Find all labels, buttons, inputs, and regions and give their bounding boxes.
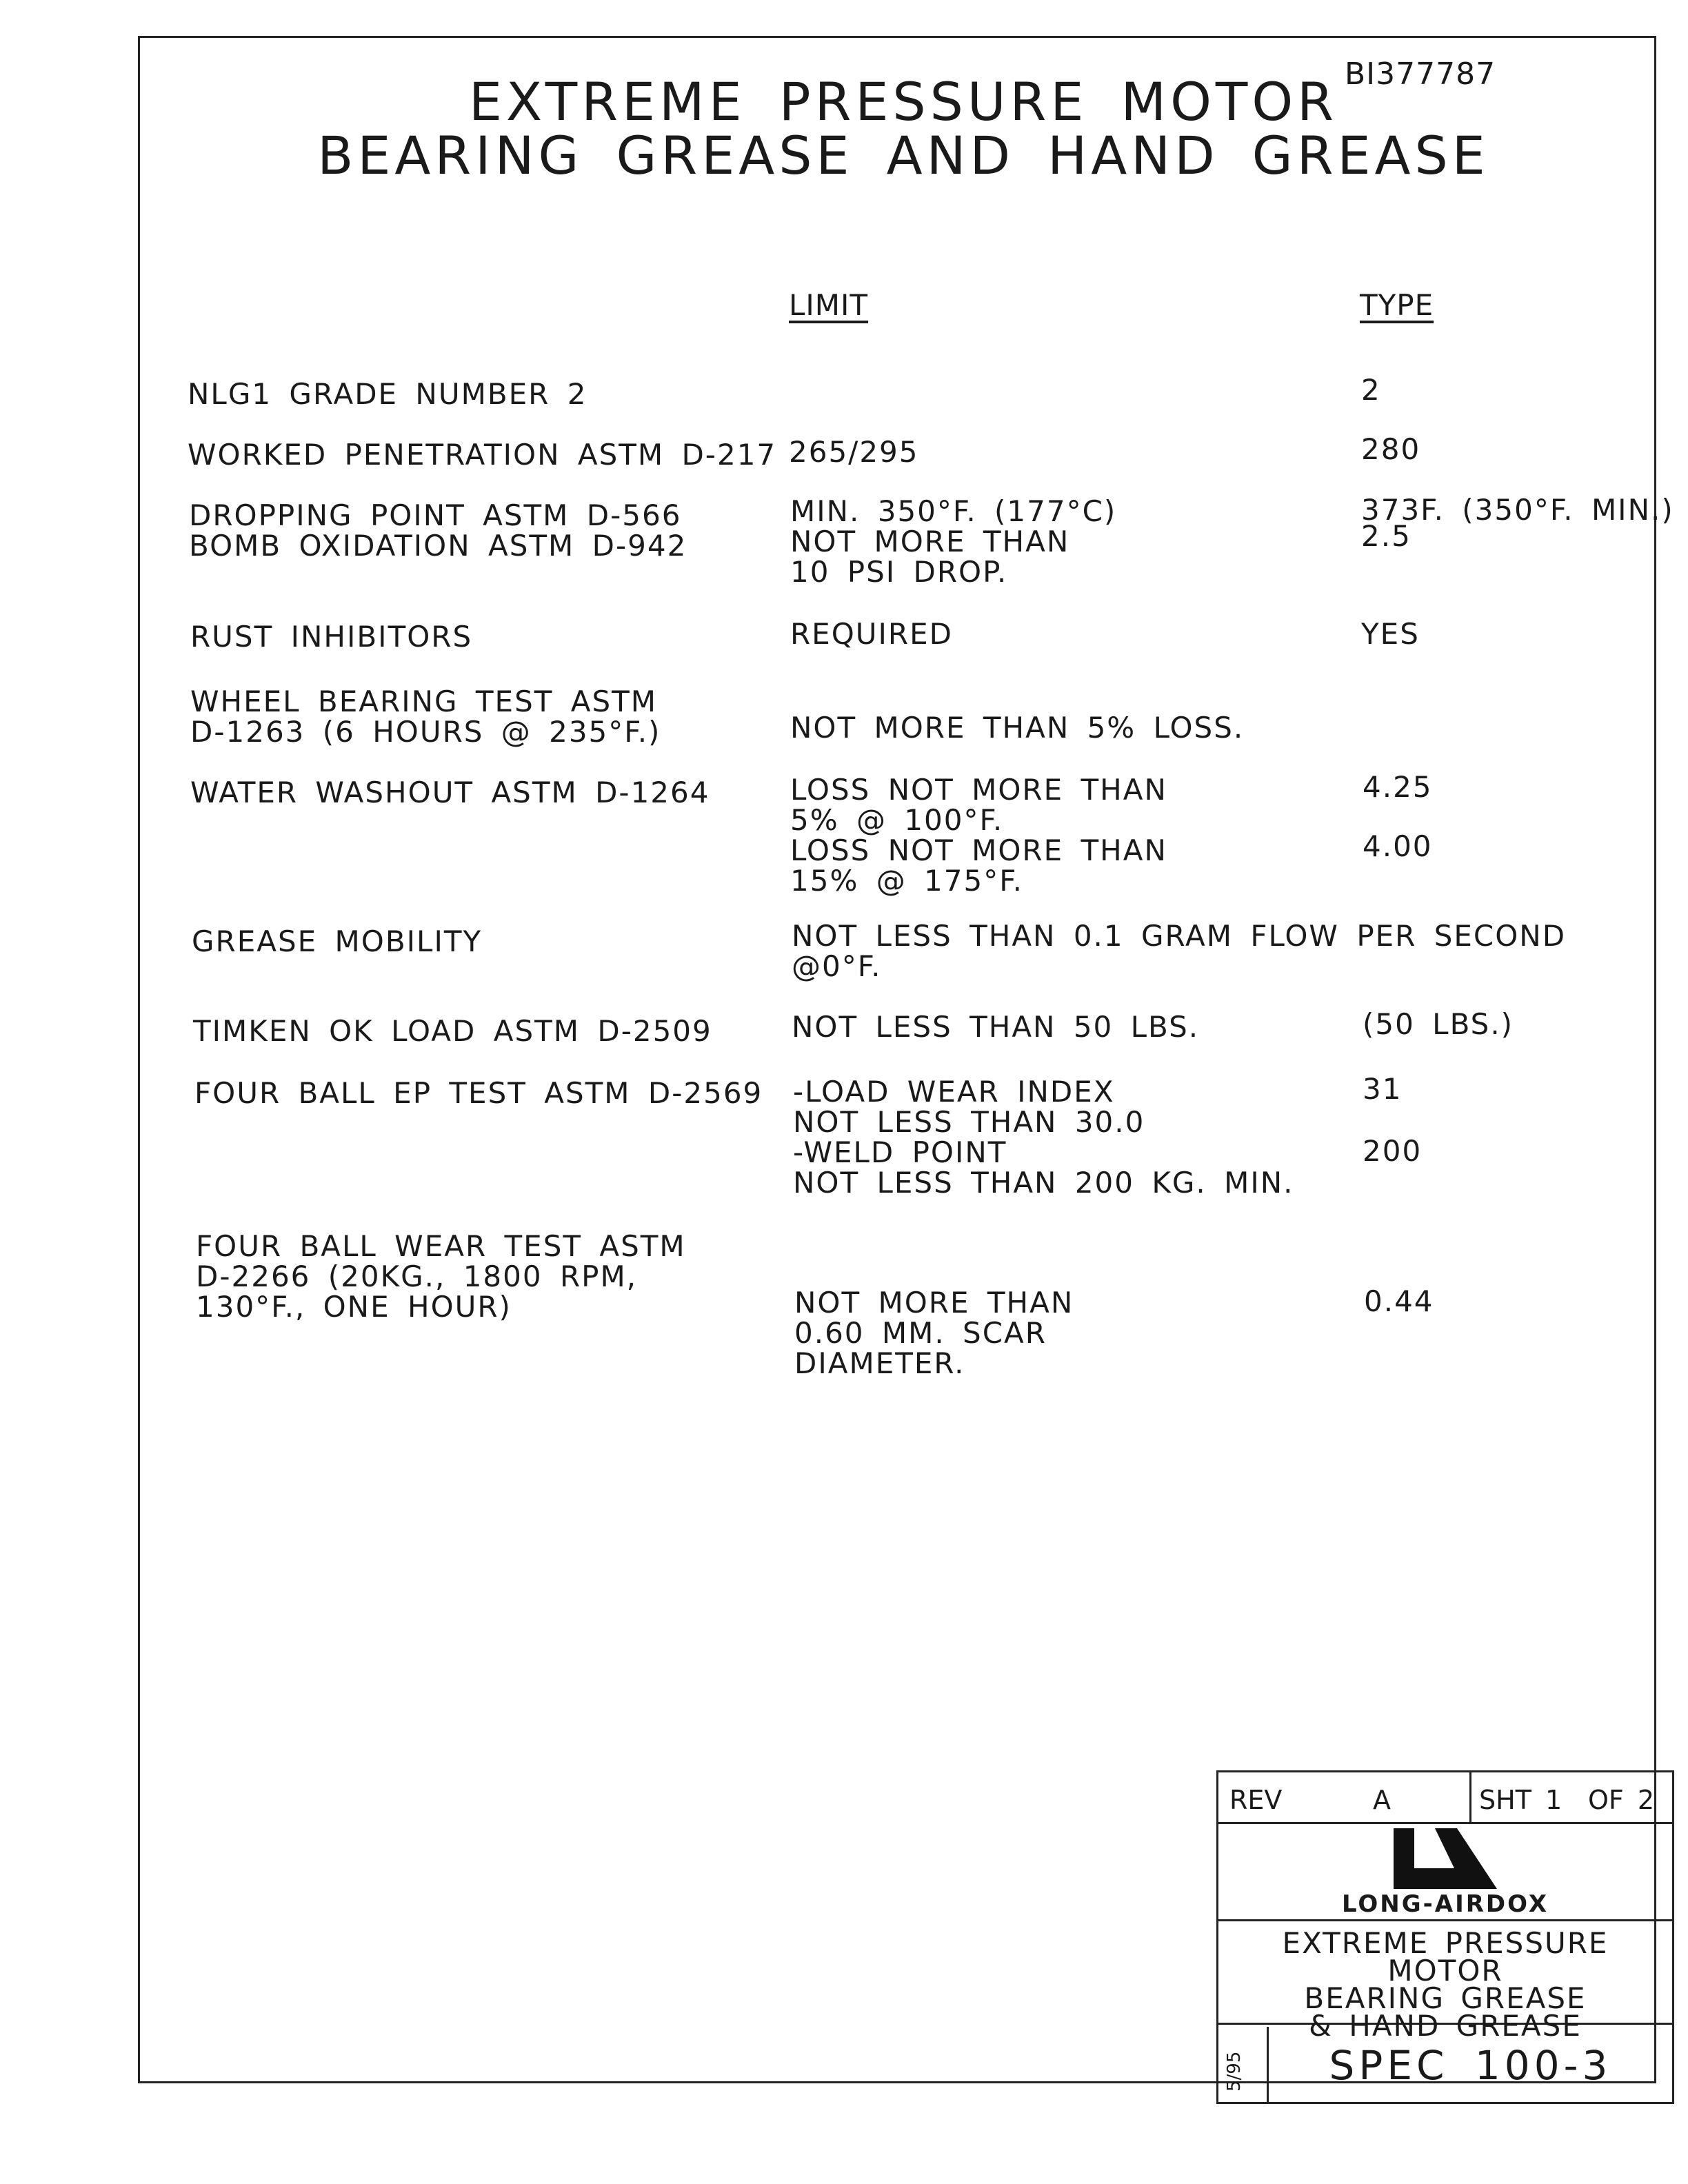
row-washout-limit-1: LOSS NOT MORE THAN (790, 773, 1167, 807)
type-column-header: TYPE (1360, 288, 1434, 322)
revision-value: A (1373, 1785, 1391, 1815)
row-fourball-ep-limit-4: NOT LESS THAN 200 KG. MIN. (793, 1166, 1294, 1200)
description-line1: EXTREME PRESSURE MOTOR (1282, 1926, 1609, 1988)
title-block-description (1218, 1921, 1672, 2043)
row-rust-type: YES (1361, 617, 1420, 651)
row-washout-type-2: 4.00 (1363, 829, 1433, 863)
title-block-revision-row (1218, 1772, 1672, 1824)
row-fourball-wear-type: 0.44 (1364, 1284, 1434, 1318)
row-timken-type: (50 LBS.) (1363, 1007, 1514, 1041)
row-dropping-property: DROPPING POINT ASTM D-566 (189, 498, 682, 532)
row-dropping-limit-2: NOT MORE THAN (790, 525, 1070, 558)
row-washout-limit-3: LOSS NOT MORE THAN (790, 833, 1167, 867)
row-fourball-ep-limit-1: -LOAD WEAR INDEX (793, 1075, 1115, 1109)
document-id: BI377787 (1345, 57, 1496, 92)
description-line3: & HAND GREASE (1309, 2009, 1582, 2043)
row-wheel-property-1: WHEEL BEARING TEST ASTM (190, 685, 658, 718)
limit-column-header: LIMIT (789, 288, 869, 322)
row-penetration-property: WORKED PENETRATION ASTM D-217 (188, 438, 777, 472)
row-fourball-wear-limit-3: DIAMETER. (794, 1346, 965, 1380)
row-fourball-wear-limit-1: NOT MORE THAN (794, 1286, 1074, 1320)
row-bomb-type: 2.5 (1361, 519, 1411, 553)
row-penetration-type: 280 (1361, 432, 1421, 466)
company-name: LONG-AIRDOX (1341, 1890, 1549, 1918)
row-penetration-limit: 265/295 (789, 435, 919, 469)
row-nlg1-property: NLG1 GRADE NUMBER 2 (188, 377, 587, 411)
document-title-line1: EXTREME PRESSURE MOTOR (469, 71, 1338, 132)
row-timken-limit: NOT LESS THAN 50 LBS. (792, 1010, 1200, 1044)
row-nlg1-type: 2 (1361, 373, 1381, 407)
row-rust-property: RUST INHIBITORS (190, 620, 473, 654)
sheet-number: SHT 1 (1479, 1785, 1563, 1815)
row-washout-property: WATER WASHOUT ASTM D-1264 (190, 776, 710, 809)
row-timken-property: TIMKEN OK LOAD ASTM D-2509 (193, 1014, 712, 1048)
row-washout-type-1: 4.25 (1363, 770, 1433, 804)
long-airdox-logo-icon (1394, 1828, 1497, 1889)
row-fourball-ep-limit-3: -WELD POINT (793, 1135, 1007, 1169)
row-bomb-property: BOMB OXIDATION ASTM D-942 (189, 529, 687, 563)
row-wheel-limit: NOT MORE THAN 5% LOSS. (790, 711, 1245, 745)
row-fourball-ep-type-2: 200 (1363, 1134, 1423, 1168)
row-wheel-property-2: D-1263 (6 HOURS @ 235°F.) (190, 715, 661, 749)
row-fourball-ep-type-1: 31 (1363, 1072, 1403, 1106)
revision-label: REV (1229, 1785, 1283, 1815)
row-fourball-wear-property-2: D-2266 (20KG., 1800 RPM, (196, 1260, 638, 1293)
row-mobility-property: GREASE MOBILITY (192, 924, 483, 958)
row-dropping-limit-3: 10 PSI DROP. (790, 555, 1008, 589)
row-dropping-limit-1: MIN. 350°F. (177°C) (790, 494, 1117, 528)
row-mobility-limit-1: NOT LESS THAN 0.1 GRAM FLOW PER SECOND (792, 919, 1567, 953)
title-block (1216, 1770, 1674, 2104)
row-dropping-type: 373F. (350°F. MIN.) (1361, 493, 1674, 527)
title-block-spec-row (1218, 2027, 1672, 2104)
revision-divider (1469, 1772, 1471, 1822)
company-logo-area (1218, 1824, 1672, 1921)
revision-date: 5/95 (1224, 2051, 1245, 2092)
description-line2: BEARING GREASE (1304, 1981, 1587, 2015)
sheet-total: OF 2 (1588, 1785, 1655, 1815)
row-rust-limit: REQUIRED (790, 617, 953, 651)
row-washout-limit-4: 15% @ 175°F. (790, 864, 1023, 898)
row-mobility-limit-2: @0°F. (792, 949, 882, 983)
row-fourball-wear-property-1: FOUR BALL WEAR TEST ASTM (196, 1229, 686, 1263)
row-washout-limit-2: 5% @ 100°F. (790, 803, 1004, 837)
row-fourball-wear-property-3: 130°F., ONE HOUR) (196, 1290, 512, 1324)
spec-number: SPEC 100-3 (1329, 2042, 1612, 2089)
row-fourball-wear-limit-2: 0.60 MM. SCAR (794, 1316, 1047, 1350)
row-fourball-ep-property: FOUR BALL EP TEST ASTM D-2569 (194, 1076, 763, 1110)
document-title-line2: BEARING GREASE AND HAND GREASE (317, 125, 1489, 186)
row-fourball-ep-limit-2: NOT LESS THAN 30.0 (793, 1105, 1145, 1139)
